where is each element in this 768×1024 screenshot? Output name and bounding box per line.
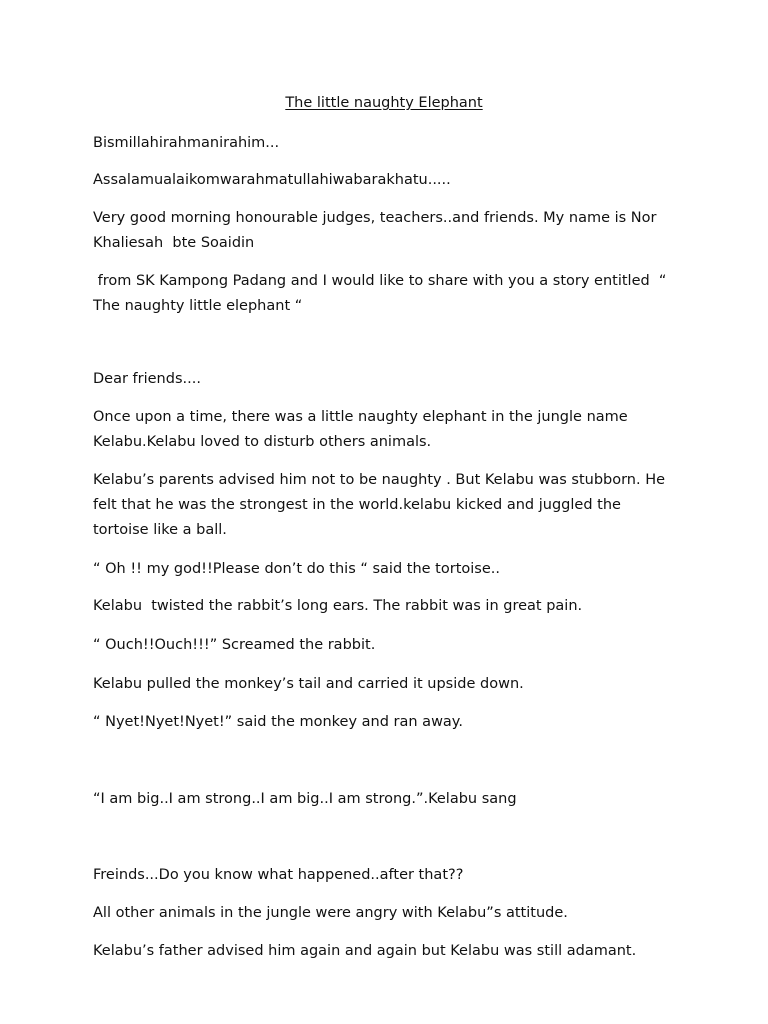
- text-line: “I am big..I am strong..I am big..I am strong.”.Kelabu sang: [93, 791, 517, 807]
- text-line: The naughty little elephant “: [93, 298, 303, 314]
- text-line: Kelabu’s parents advised him not to be naughty . But Kelabu was stubborn. He: [93, 472, 666, 488]
- text-line: Kelabu twisted the rabbit’s long ears. The rabbit was in great pain.: [93, 598, 583, 614]
- text-line: Kelabu’s father advised him again and again but Kelabu was still adamant.: [93, 943, 637, 959]
- text-line: felt that he was the strongest in the world.kelabu kicked and juggled the: [93, 497, 621, 513]
- text-line: Kelabu pulled the monkey’s tail and carried it upside down.: [93, 676, 524, 692]
- text-line: Khaliesah bte Soaidin: [93, 235, 255, 251]
- text-line: Freinds...Do you know what happened..after that??: [93, 867, 464, 883]
- text-line: Kelabu.Kelabu loved to disturb others animals.: [93, 434, 432, 450]
- text-line: “ Ouch!!Ouch!!!” Screamed the rabbit.: [93, 637, 376, 653]
- text-line: tortoise like a ball.: [93, 522, 227, 538]
- text-line: Very good morning honourable judges, teachers..and friends. My name is Nor: [93, 210, 657, 226]
- text-line: “ Nyet!Nyet!Nyet!” said the monkey and ran away.: [93, 714, 463, 730]
- text-line: Dear friends....: [93, 371, 201, 387]
- text-line: “ Oh !! my god!!Please don’t do this “ said the tortoise..: [93, 561, 500, 577]
- text-line: Assalamualaikomwarahmatullahiwabarakhatu.....: [93, 172, 451, 188]
- text-line: Once upon a time, there was a little naughty elephant in the jungle name: [93, 409, 628, 425]
- text-line: All other animals in the jungle were angry with Kelabu”s attitude.: [93, 905, 568, 921]
- document-title: The little naughty Elephant: [285, 95, 483, 111]
- text-line: from SK Kampong Padang and I would like to share with you a story entitled “: [93, 273, 667, 289]
- text-line: Bismillahirahmanirahim...: [93, 135, 280, 151]
